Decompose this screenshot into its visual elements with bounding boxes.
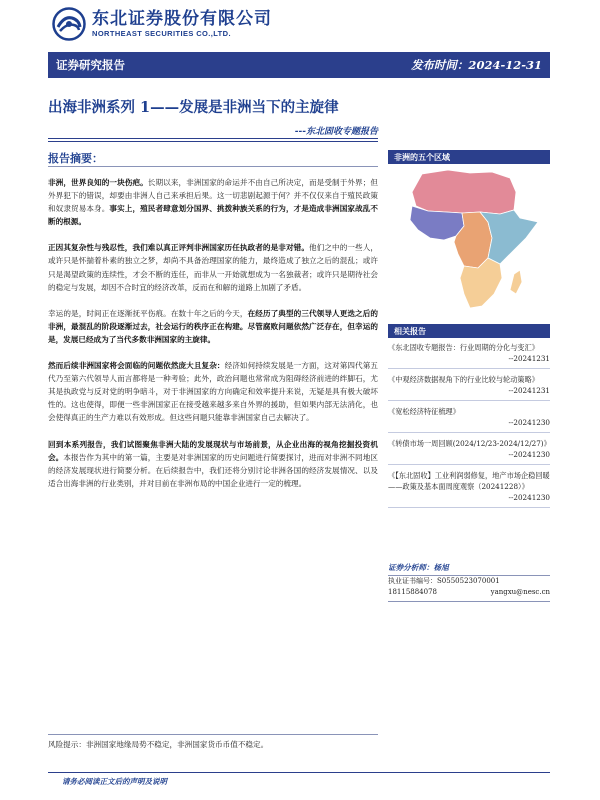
analyst-name: 证券分析师：杨旭 [388,562,550,576]
map-title: 非洲的五个区域 [388,150,550,164]
paragraph-4-lead: 然而后续非洲国家将会面临的问题依然庞大且复杂： [48,361,225,371]
paragraph-3 [48,307,378,346]
company-logo [52,5,272,43]
paragraph-4-text: 经济如何持续发展是一方面，这对第四代第五代乃至第六代领导人而言都将是一种考验；此外，政治问题也常常成为阻碍经济前进的绊脚石，尤其是执政党与反对党的明争暗斗，对于非洲国家的方向确定和效率提升来说，无疑是具有极大破坏性的。这也使得，即便一些非洲国家正在接受越来越多来自外界的援助，但如果内部无法消化，也会使得真正的生产力难以有效形成。但这些问题只能靠非洲国家自己去解决了。 [48,361,379,423]
report-title: 出海非洲系列 1——发展是非洲当下的主旋律 [48,99,339,116]
related-date: --20241230 [388,449,550,465]
related-item[interactable]: 《中观经济数据视角下的行业比较与轮动策略》 [388,375,539,384]
related-reports [388,324,550,513]
abstract-divider [48,166,378,167]
paragraph-1-tail: 事实上，殖民者肆意划分国界、挑拨种族关系的行为，才是造成非洲国家战乱不断的根源。 [48,204,379,227]
paragraph-2 [48,241,378,293]
related-date: --20241230 [388,492,550,508]
paragraph-2-lead: 正因其复杂性与残忍性，我们难以真正评判非洲国家历任执政者的是非对错。 [48,243,309,253]
related-item[interactable]: 《转债市场一周回顾(2024/12/23-2024/12/27)》 [388,439,551,448]
related-date: --20241231 [388,385,550,401]
africa-map-icon [388,166,550,316]
paragraph-1-lead: 非洲，世界良知的一块伤疤。 [48,178,148,187]
paragraph-4 [48,359,378,424]
risk-divider [48,734,378,735]
related-list [388,342,550,508]
abstract-heading: 报告摘要： [48,152,103,165]
analyst-email[interactable]: yangxu@nesc.cn [490,588,550,596]
analyst-divider [388,601,550,602]
paragraph-1 [48,176,378,228]
paragraph-5-lead: 回到本系列报告，我们试图聚焦非洲大陆的发展现状与市场前景，从企业出海的视角挖掘投资机会。 [48,439,378,462]
title-divider [48,138,378,139]
paragraph-2-text: 他们之中的一些人，或许只是怀揣着朴素的独立之梦，却尚不具备治理国家的能力，最终造成了独立之后的混乱；或许只是渴望政策的连续性，才会不断的连任，而非从一开始就想成为一名独裁者；或许只是期待社会的稳定与发展，却因不合时宜的经济改革，反而在和解的道路上加剧了矛盾。 [48,243,379,292]
footer-disclaimer: 请务必阅读正文后的声明及说明 [62,777,167,786]
related-title: 相关报告 [388,324,550,338]
paragraph-1-text: 长期以来，非洲国家的命运并不由自己所决定，而是受制于外界；但外界犯下的错误，却要由非洲人自己来承担后果。这一切悲剧起源于何？并不仅仅来自于殖民政策和奴隶贸易本身。 [48,178,379,214]
analyst-phone: 18115884078 [388,588,437,596]
report-subtitle: ---东北固收专题报告 [294,127,378,137]
abstract-body [48,176,378,503]
related-date: --20241230 [388,417,550,433]
company-name-en: NORTHEAST SECURITIES CO.,LTD. [92,28,231,38]
company-name-cn: 东北证券股份有限公司 [92,8,272,29]
analyst-cert [388,576,550,587]
related-item[interactable]: 《【东北固收】工业利润弱修复，地产市场企稳回暖——政策及基本面周度观察（20241228）》 [388,471,550,491]
related-item[interactable]: 《东北固收专题报告：行业周期的分化与变汇》 [388,343,539,352]
paragraph-3-tail: 在经历了典型的三代领导人更迭之后的非洲，最混乱的阶段逐渐过去，社会运行的秩序正在构建。尽管腐败问题依然广泛存在，但幸运的是，发展已经成为了当代多数非洲国家的主旋律。 [48,308,379,344]
title-divider-thin [48,141,378,142]
footer-divider [48,772,550,773]
africa-regions-map [388,150,550,310]
paragraph-5-text: 本报告作为其中的第一篇，主要是对非洲国家的历史问题进行简要探讨，进而对非洲不同地区的经济发展现状进行简要分析。在后续报告中，我们还将分别讨论非洲各国的经济发展情况、以及适合出海非洲的行业类别，并对目前在非洲布局的中国企业进行一定的梳理。 [48,452,379,488]
analyst-cert-text: 执业证书编号：S0550523070001 [388,577,500,585]
analyst-info [388,562,550,602]
paragraph-3-text: 幸运的是，时间正在逐渐抚平伤痕。在数十年之后的今天， [48,308,248,318]
region-north [412,170,516,214]
paragraph-5 [48,438,378,490]
analyst-contact [388,587,550,598]
company-logo-icon [52,7,86,41]
related-item[interactable]: 《宽松经济特征梳理》 [388,407,460,416]
region-madagascar [510,270,522,294]
publish-date: 发布时间：2024-12-31 [410,58,542,72]
risk-note: 风险提示：非洲国家地缘局势不稳定，非洲国家货币币值不稳定。 [48,740,269,749]
report-type: 证券研究报告 [56,58,125,72]
header-banner [48,52,550,78]
related-date: --20241231 [388,353,550,369]
